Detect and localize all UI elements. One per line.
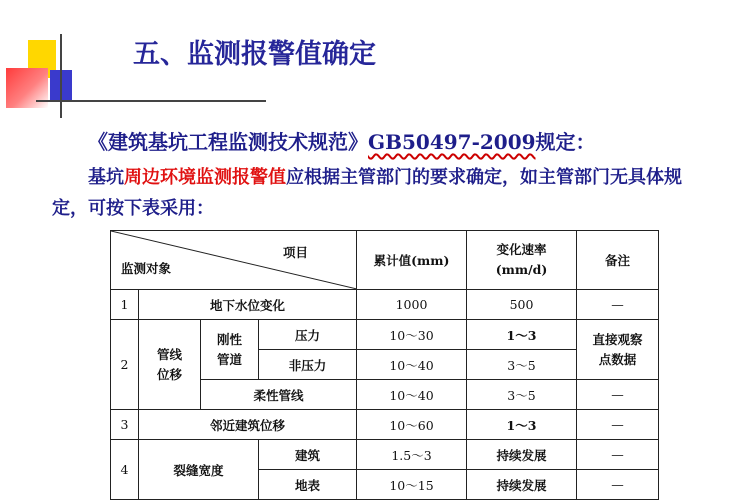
decor-vertical-line xyxy=(60,34,62,118)
table-row xyxy=(111,320,659,350)
reference-standard: GB50497-2009 xyxy=(368,130,536,154)
alarm-value-table xyxy=(110,230,659,500)
header-rate-line1: 变化速率 xyxy=(496,242,547,257)
row-rate: 3～5 xyxy=(467,350,577,380)
header-object: 监测对象 xyxy=(121,261,172,276)
header-diagonal-cell xyxy=(111,231,357,290)
row-value: 1.5～3 xyxy=(357,440,467,470)
table-row xyxy=(111,440,659,470)
header-cumulative: 累计值(mm) xyxy=(357,231,467,290)
reference-name: 《建筑基坑工程监测技术规范》 xyxy=(88,130,368,154)
decor-horizontal-line xyxy=(36,100,266,102)
header-remark: 备注 xyxy=(577,231,659,290)
row-rate: 1～3 xyxy=(467,410,577,440)
row-value: 10～30 xyxy=(357,320,467,350)
row-remark: — xyxy=(577,440,659,470)
row-group: 管线位移 xyxy=(139,320,201,410)
row-subgroup: 刚性管道 xyxy=(201,320,259,380)
row-remark: — xyxy=(577,470,659,500)
row-number: 1 xyxy=(111,290,139,320)
row-number: 4 xyxy=(111,440,139,500)
paragraph-highlight: 周边环境监测报警值 xyxy=(124,167,286,188)
row-group: 裂缝宽度 xyxy=(139,440,259,500)
header-rate xyxy=(467,231,577,290)
row-rate: 500 xyxy=(467,290,577,320)
table-header-row xyxy=(111,231,659,290)
row-rate: 持续发展 xyxy=(467,470,577,500)
row-remark: — xyxy=(577,290,659,320)
table-row xyxy=(111,290,659,320)
row-number: 2 xyxy=(111,320,139,410)
row-rate: 持续发展 xyxy=(467,440,577,470)
row-rate: 3～5 xyxy=(467,380,577,410)
row-remark: — xyxy=(577,410,659,440)
reference-suffix: 规定： xyxy=(535,130,596,154)
row-name: 地表 xyxy=(259,470,357,500)
row-name: 非压力 xyxy=(259,350,357,380)
decor-red-square xyxy=(6,68,48,108)
row-name: 地下水位变化 xyxy=(139,290,357,320)
reference-line xyxy=(88,126,596,155)
row-name: 邻近建筑位移 xyxy=(139,410,357,440)
header-item: 项目 xyxy=(282,245,308,260)
slide-title: 五、监测报警值确定 xyxy=(133,39,376,70)
row-value: 10～40 xyxy=(357,380,467,410)
table-row xyxy=(111,410,659,440)
row-value: 10～15 xyxy=(357,470,467,500)
description-paragraph xyxy=(52,162,712,224)
row-value: 10～60 xyxy=(357,410,467,440)
row-remark: — xyxy=(577,380,659,410)
row-name: 压力 xyxy=(259,320,357,350)
row-value: 10～40 xyxy=(357,350,467,380)
header-rate-line2: (mm/d) xyxy=(495,262,548,277)
row-name: 柔性管线 xyxy=(201,380,357,410)
row-remark: 直接观察点数据 xyxy=(577,320,659,380)
row-rate: 1～3 xyxy=(467,320,577,350)
row-number: 3 xyxy=(111,410,139,440)
row-value: 1000 xyxy=(357,290,467,320)
row-name: 建筑 xyxy=(259,440,357,470)
paragraph-after: 应根据主管部门的要求确定，如主管部门无具体规定，可按下表采用： xyxy=(52,167,682,219)
paragraph-before: 基坑 xyxy=(88,167,124,188)
